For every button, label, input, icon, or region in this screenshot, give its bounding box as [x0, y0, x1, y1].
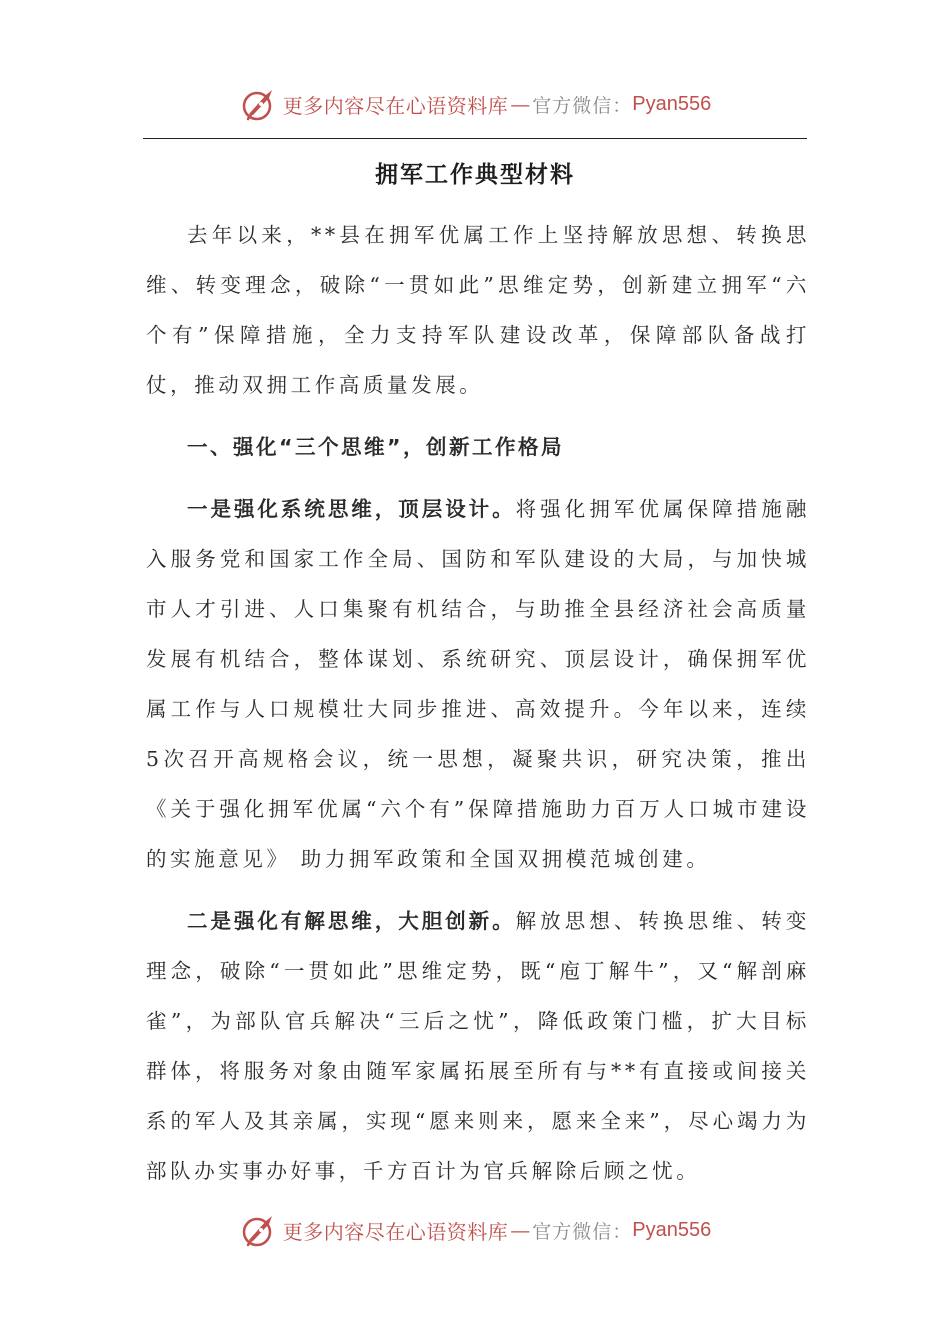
- document-body: [146, 210, 810, 1196]
- body-paragraph-1: [146, 484, 810, 884]
- header-divider: [143, 138, 807, 139]
- watermark-wechat-id: Pyan556: [632, 1218, 712, 1241]
- watermark-site-text: 更多内容尽在心语资料库: [282, 93, 509, 118]
- paragraph-text-2: 解放思想、转换思维、转变理念，破除“一贯如此”思维定势，既“庖丁解牛”，又“解剖麻雀”，为部队官兵解决“三后之忧”，降低政策门槛，扩大目标群体，将服务对象由随军家属拓展至所有与**有直接或间接关系的军人及其亲属，实现“愿来则来，愿来全来”，尽心竭力为部队办实事办好事，千方百计为官兵解除后顾之忧。: [146, 909, 810, 1183]
- intro-paragraph: 去年以来，**县在拥军优属工作上坚持解放思想、转换思维、转变理念，破除“一贯如此”思维定势，创新建立拥军“六个有”保障措施，全力支持军队建设改革，保障部队备战打仗，推动双拥工作高质量发展。: [146, 223, 810, 397]
- watermark-wechat-label: 官方微信：: [532, 1220, 633, 1243]
- paragraph-lead-2: 二是强化有解思维，大胆创新。: [187, 909, 516, 933]
- document-title: 拥军工作典型材料: [375, 162, 575, 188]
- quill-pen-logo-icon: [239, 84, 279, 124]
- paragraph-lead-1: 一是强化系统思维，顶层设计。: [187, 497, 516, 521]
- watermark-banner-top: [0, 82, 950, 126]
- quill-pen-logo-icon: [239, 1210, 279, 1250]
- watermark-wechat-id: Pyan556: [632, 92, 712, 115]
- section-heading: 一、强化“三个思维”，创新工作格局: [187, 435, 564, 459]
- watermark-dash: —: [510, 92, 531, 116]
- paragraph-text-1: 将强化拥军优属保障措施融入服务党和国家工作全局、国防和军队建设的大局，与加快城市人才引进、人口集聚有机结合，与助推全县经济社会高质量发展有机结合，整体谋划、系统研究、顶层设计，确保拥军优属工作与人口规模壮大同步推进、高效提升。今年以来，连续5次召开高规格会议，统一思想，凝聚共识，研究决策，推出《关于强化拥军优属“六个有”保障措施助力百万人口城市建设的实施意见》 助力拥军政策和全国双拥模范城创建。: [146, 497, 810, 871]
- watermark-site-text: 更多内容尽在心语资料库: [282, 1219, 509, 1244]
- body-paragraph-2: [146, 896, 810, 1196]
- watermark-banner-bottom: [0, 1208, 950, 1252]
- watermark-wechat-label: 官方微信：: [532, 94, 633, 117]
- watermark-dash: —: [510, 1218, 531, 1242]
